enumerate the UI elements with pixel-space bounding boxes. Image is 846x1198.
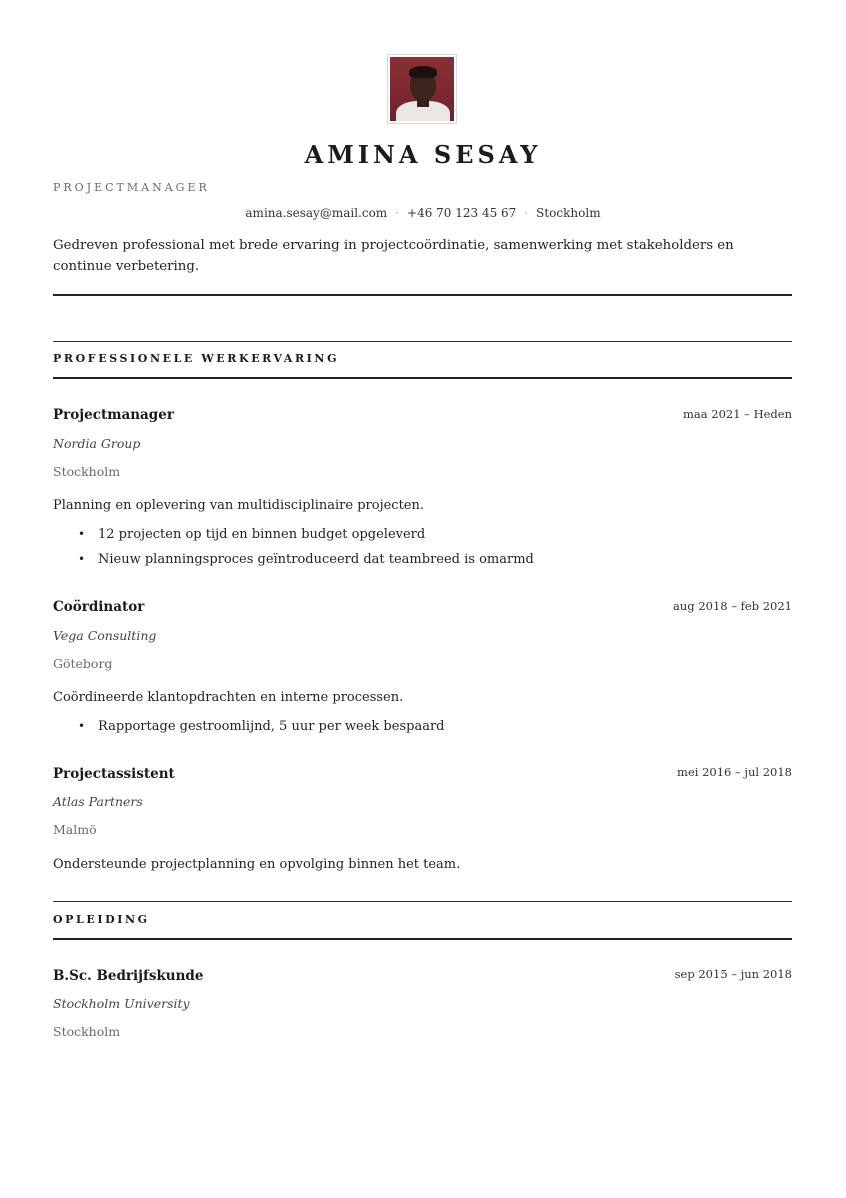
section-rule-bottom — [53, 938, 792, 940]
candidate-name: AMINA SESAY — [304, 140, 542, 169]
section-title-education: OPLEIDING — [53, 913, 150, 926]
section-title-experience: PROFESSIONELE WERKERVARING — [53, 352, 340, 365]
job-title: Coördinator — [53, 599, 145, 615]
degree-school: Stockholm University — [53, 996, 190, 1011]
contact-line — [0, 206, 846, 220]
header-divider — [53, 294, 792, 296]
job-location: Malmö — [53, 822, 97, 837]
contact-city: Stockholm — [536, 206, 601, 220]
bullet-glyph: • — [78, 719, 86, 733]
job-description: Planning en oplevering van multidisciplinaire projecten. — [53, 498, 424, 513]
job-location: Göteborg — [53, 656, 113, 671]
job-description: Ondersteunde projectplanning en opvolging binnen het team. — [53, 857, 461, 872]
contact-phone[interactable]: +46 70 123 45 67 — [407, 206, 517, 220]
section-rule-bottom — [53, 377, 792, 379]
job-title: Projectassistent — [53, 766, 175, 782]
job-bullet — [78, 719, 444, 734]
section-rule-top — [53, 341, 792, 342]
contact-separator: · — [524, 206, 529, 220]
section-rule-top — [53, 901, 792, 902]
job-bullet-text: 12 projecten op tijd en binnen budget opgeleverd — [98, 527, 426, 542]
job-dates: aug 2018 – feb 2021 — [673, 599, 792, 613]
bullet-glyph: • — [78, 527, 86, 541]
bullet-glyph: • — [78, 552, 86, 566]
degree-location: Stockholm — [53, 1024, 121, 1039]
profile-summary: Gedreven professional met brede ervaring in projectcoördinatie, samenwerking met stakeholders en continue verbetering. — [53, 238, 734, 274]
degree-dates: sep 2015 – jun 2018 — [674, 967, 792, 981]
job-dates: mei 2016 – jul 2018 — [677, 765, 792, 779]
degree-title: B.Sc. Bedrijfskunde — [53, 968, 204, 984]
job-company: Vega Consulting — [53, 628, 157, 643]
portrait-image — [390, 57, 454, 121]
job-company: Atlas Partners — [53, 794, 143, 809]
job-location: Stockholm — [53, 464, 121, 479]
job-description: Coördineerde klantopdrachten en interne processen. — [53, 690, 404, 705]
profile-photo — [387, 54, 457, 124]
job-bullet-text: Nieuw planningsproces geïntroduceerd dat teambreed is omarmd — [98, 552, 534, 567]
contact-separator: · — [395, 206, 400, 220]
job-dates: maa 2021 – Heden — [682, 407, 792, 421]
job-title: Projectmanager — [53, 407, 174, 423]
job-company: Nordia Group — [53, 436, 141, 451]
candidate-role: PROJECTMANAGER — [53, 181, 210, 194]
job-bullet — [78, 527, 425, 542]
job-bullet-text: Rapportage gestroomlijnd, 5 uur per week bespaard — [98, 719, 445, 734]
contact-email[interactable]: amina.sesay@mail.com — [245, 206, 388, 220]
job-bullet — [78, 552, 534, 567]
